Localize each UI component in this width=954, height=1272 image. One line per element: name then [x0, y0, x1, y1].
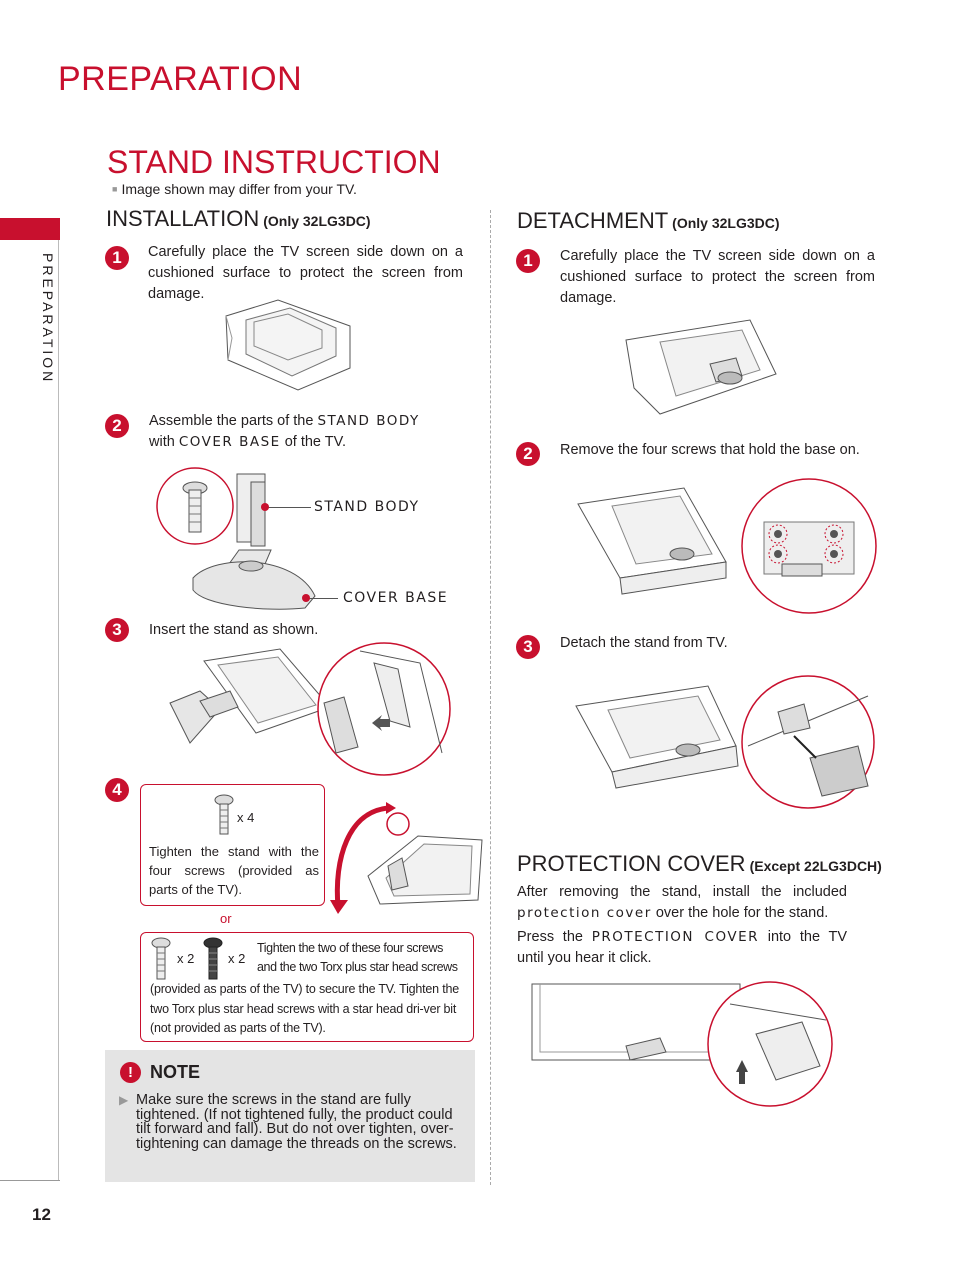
- step-number: 1: [105, 246, 129, 270]
- cover-base-term: COVER BASE: [178, 434, 281, 450]
- page-header-title: PREPARATION: [58, 60, 303, 98]
- install-step1-text: Carefully place the TV screen side down on a cushioned surface to protect the screen from damage.: [148, 244, 463, 302]
- protection-heading: [517, 851, 882, 877]
- note-label: NOTE: [150, 1062, 201, 1082]
- four-screws-text: Tighten the stand with the four screws (provided as parts of the TV).: [149, 844, 319, 897]
- detach-step2-text: Remove the four screws that hold the base on.: [560, 442, 860, 458]
- callout-dot: [302, 594, 310, 602]
- step2-text-part: of the TV.: [284, 434, 346, 450]
- insert-stand-illustration: [160, 643, 452, 778]
- tv-with-stand-illustration: [620, 318, 780, 418]
- image-note-text: Image shown may differ from your TV.: [121, 181, 357, 197]
- protection-text-part: After removing the stand, install the included: [517, 884, 847, 900]
- protection-text-part: over the hole for the stand.: [655, 905, 829, 921]
- step-number: 1: [516, 249, 540, 273]
- or-label: or: [220, 911, 232, 926]
- step-number: 3: [105, 618, 129, 642]
- install-step3-text: Insert the stand as shown.: [149, 622, 319, 638]
- protection-text-part: Press the: [517, 929, 583, 945]
- detachment-heading: [517, 208, 780, 234]
- step-number: 4: [105, 778, 129, 802]
- protection-text-part: into the TV until you hear it click.: [517, 929, 848, 966]
- step-number: 2: [516, 442, 540, 466]
- torx-screws-text-b: (provided as parts of the TV) to secure the TV. Tighten the two Torx plus star head screws with a star head dri-ver bit (not provided as parts of the TV).: [150, 982, 459, 1035]
- stand-body-term: STAND BODY: [317, 413, 420, 429]
- step2-text-part: Assemble the parts of the: [149, 413, 314, 429]
- exclamation-icon: !: [120, 1062, 141, 1083]
- install-step2-text: [149, 411, 465, 453]
- installation-heading-sub: (Only 32LG3DC): [263, 213, 371, 229]
- installation-heading-text: INSTALLATION: [106, 206, 260, 231]
- image-note: [112, 181, 357, 197]
- detach-stand-illustration: [572, 676, 877, 808]
- protection-cover-term: protection cover: [517, 905, 652, 921]
- screw-count: x 2: [228, 951, 246, 966]
- remove-screws-illustration: [572, 478, 882, 618]
- stand-assembly-illustration: [155, 466, 330, 611]
- protection-cover-illustration: [530, 980, 842, 1108]
- detachment-heading-sub: (Only 32LG3DC): [672, 215, 780, 231]
- protection-cover-term: PROTECTION COVER: [591, 929, 759, 945]
- footer-rule: [0, 1180, 60, 1181]
- callout-line: [308, 598, 338, 599]
- torx-screws-text-a: Tighten the two of these four screws and the two Torx plus star head screws: [257, 941, 458, 974]
- step2-text-part: with: [149, 434, 175, 450]
- protection-text-1: [517, 882, 847, 924]
- side-tab-label: PREPARATION: [40, 253, 56, 385]
- column-divider: [490, 210, 491, 1185]
- callout-dot: [261, 503, 269, 511]
- callout-line: [266, 507, 311, 508]
- side-tab-marker: [0, 218, 60, 240]
- torx-screw-icon: [202, 937, 224, 981]
- screw-count: x 2: [177, 951, 195, 966]
- detachment-heading-text: DETACHMENT: [517, 208, 669, 233]
- step-number: 3: [516, 635, 540, 659]
- detach-step3-text: Detach the stand from TV.: [560, 635, 728, 651]
- square-bullet-icon: ■: [112, 184, 118, 194]
- stand-body-callout: STAND BODY: [314, 499, 420, 515]
- page-number: 12: [32, 1205, 51, 1224]
- screw-icon: [214, 794, 234, 836]
- tighten-screws-illustration: [328, 800, 488, 915]
- protection-heading-text: PROTECTION COVER: [517, 851, 746, 876]
- section-title: STAND INSTRUCTION: [107, 144, 441, 180]
- triangle-bullet-icon: ▶: [119, 1093, 129, 1107]
- side-rule: [58, 240, 59, 1180]
- note-text: Make sure the screws in the stand are fully tightened. (If not tightened fully, the product could tilt forward and fall). But do not over tighten, over-tightening can damage the threads on the screws.: [136, 1092, 457, 1152]
- screw-icon: [150, 937, 172, 981]
- cover-base-callout: COVER BASE: [343, 590, 449, 606]
- screw-count: x 4: [237, 810, 255, 825]
- tv-facedown-illustration: [218, 298, 358, 393]
- installation-heading: [106, 206, 371, 232]
- step-number: 2: [105, 414, 129, 438]
- protection-heading-sub: (Except 22LG3DCH): [749, 858, 882, 874]
- protection-text-2: [517, 927, 847, 969]
- detach-step1-text: Carefully place the TV screen side down on a cushioned surface to protect the screen from damage.: [560, 248, 875, 306]
